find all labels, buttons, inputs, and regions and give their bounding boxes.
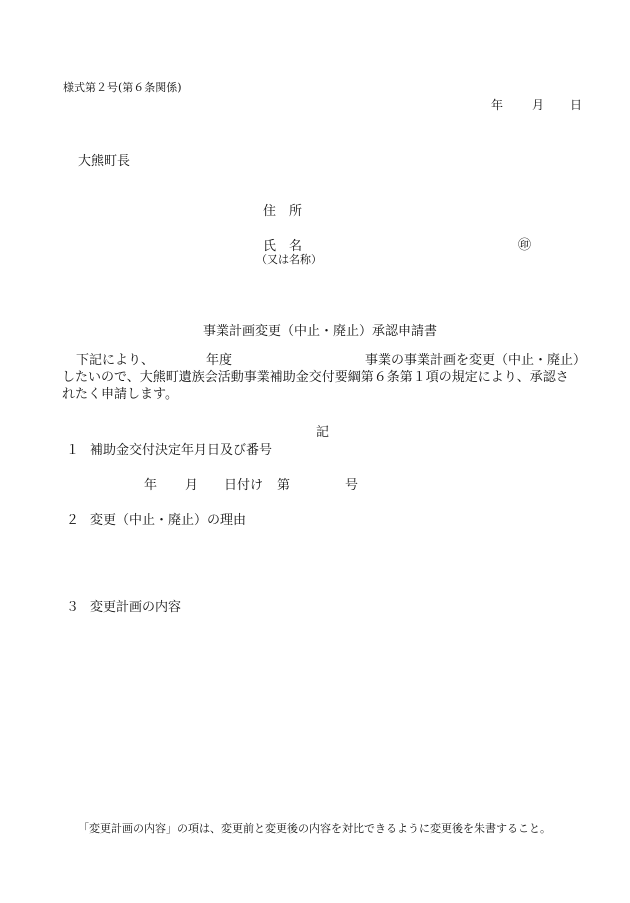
item-2-label: 変更（中止・廃止）の理由 <box>90 513 247 528</box>
date-month-label: 月 <box>532 98 545 112</box>
decision-gou: 号 <box>345 478 359 493</box>
item-1-label: 補助金交付決定年月日及び番号 <box>90 443 273 458</box>
body-line-1 <box>62 352 587 369</box>
footnote: 「変更計画の内容」の項は、変更前と変更後の内容を対比できるように変更後を朱書すること。 <box>78 822 551 835</box>
body-line-2: したいので、大熊町遺族会活動事業補助金交付要綱第６条第１項の規定により、承認さ <box>62 370 569 385</box>
address-label: 住 所 <box>263 204 303 219</box>
date-day-label: 日 <box>570 98 583 112</box>
decision-day-dated: 日付け <box>224 478 264 493</box>
form-number: 様式第２号(第６条関係) <box>63 81 182 94</box>
body-line1-end: 事業の事業計画を変更（中止・廃止） <box>365 353 587 368</box>
body-line-3: れたく申請します。 <box>62 387 178 402</box>
decision-dai: 第 <box>277 478 291 493</box>
body-paragraph <box>62 352 587 403</box>
item-3-number: ３ <box>66 600 80 615</box>
item-3-label: 変更計画の内容 <box>90 600 182 615</box>
body-line1-start: 下記により、 <box>76 353 155 368</box>
name-label: 氏 名 <box>263 239 303 254</box>
document-title: 事業計画変更（中止・廃止）承認申請書 <box>203 324 438 339</box>
decision-year: 年 <box>144 478 158 493</box>
body-fiscal-year: 年度 <box>206 353 233 368</box>
item-2-number: ２ <box>66 513 80 528</box>
name-note: （又は名称） <box>256 253 322 266</box>
seal-mark: ㊞ <box>518 238 532 253</box>
ki-label: 記 <box>316 425 330 440</box>
decision-month: 月 <box>185 478 199 493</box>
date-year-label: 年 <box>491 98 504 112</box>
item-1-number: １ <box>66 443 80 458</box>
addressee: 大熊町長 <box>78 154 131 169</box>
